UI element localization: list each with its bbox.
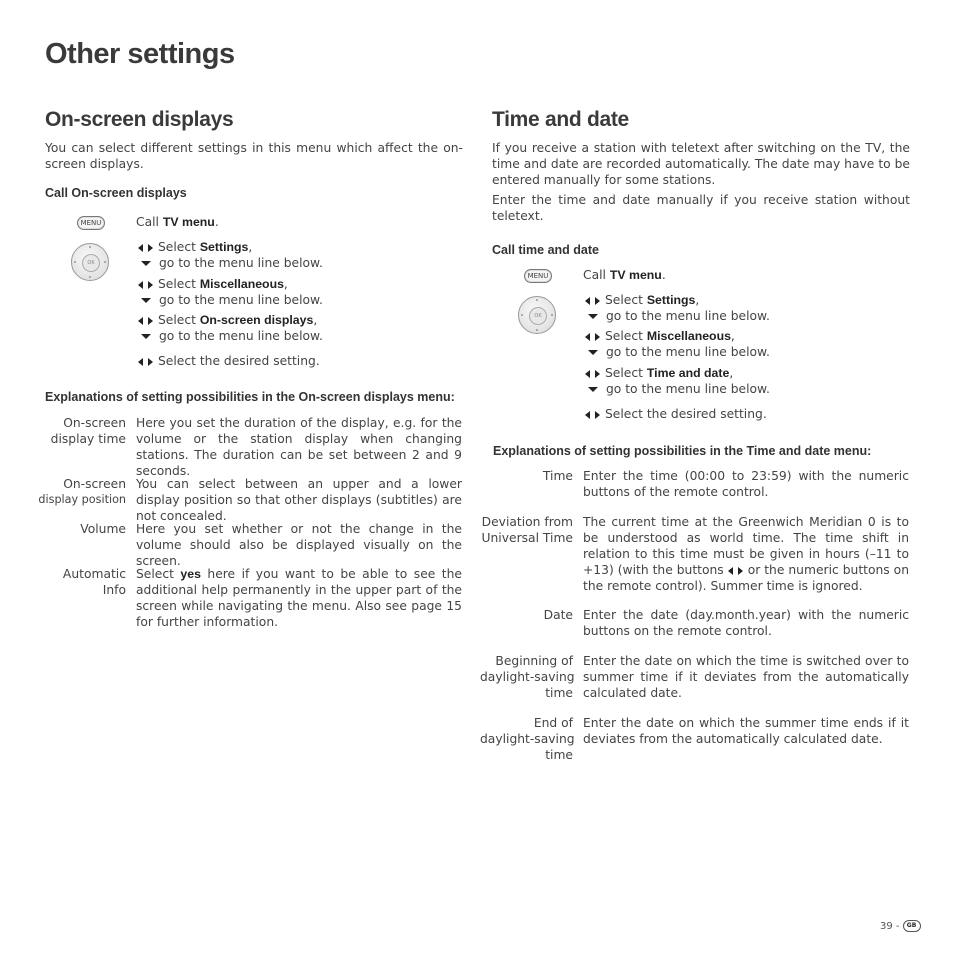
step-down-1: go to the menu line below. [585, 309, 770, 323]
def-dst-end: End of daylight-saving time Enter the date on which the summer time ends if it deviates from the automatically calculated date. [480, 716, 909, 762]
left-arrow-icon [138, 317, 143, 325]
def-display-position: On-screen display position You can select between an upper and a lower display position so that other displays (subtitles) are not concealed. [38, 477, 462, 523]
left-column [45, 108, 463, 206]
step-select-onscreen: Select On-screen displays, [138, 313, 317, 327]
right-column [492, 108, 910, 228]
page-footer [880, 920, 921, 932]
right-arrow-icon [148, 358, 153, 366]
page-title: Other settings [45, 38, 235, 70]
right-arrow-icon [738, 567, 743, 575]
left-arrow-icon [585, 370, 590, 378]
section-heading-time-date: Time and date [492, 108, 629, 131]
def-display-time: On-screen display time Here you set the duration of the display, e.g. for the volume or the station display when changing stations. The duration can be set between 2 and 9 seconds. [50, 416, 462, 478]
left-arrow-icon [138, 281, 143, 289]
call-tv-menu: Call TV menu. [136, 215, 219, 229]
time-date-explanations-heading: Explanations of setting possibilities in the Time and date menu: [493, 444, 872, 458]
left-arrow-icon [585, 333, 590, 341]
step-down-1: go to the menu line below. [138, 256, 323, 270]
step-select-settings: Select Settings, [585, 293, 699, 307]
step-down-2: go to the menu line below. [138, 293, 323, 307]
onscreen-intro: You can select different settings in this menu which affect the on-screen displays. [45, 141, 463, 171]
right-arrow-icon [148, 244, 153, 252]
step-down-2: go to the menu line below. [585, 345, 770, 359]
nav-pad-icon: OK [518, 296, 556, 334]
time-date-intro-1: If you receive a station with teletext after switching on the TV, the time and date are recorded automatically. The date may have to be entered manually for some stations. [492, 141, 910, 187]
def-deviation-utc: Deviation from Universal Time The current time at the Greenwich Meridian 0 is to be understood as world time. The time shift in relation to this time must be given in hours (–11 to +13) (with the buttons or the numeric buttons on the remote control). Summer time is ignored. [481, 515, 909, 593]
down-arrow-icon [588, 387, 598, 392]
step-down-3: go to the menu line below. [585, 382, 770, 396]
down-arrow-icon [141, 334, 151, 339]
def-date: Date Enter the date (day.month.year) with the numeric buttons on the remote control. [543, 608, 909, 638]
step-select-misc: Select Miscellaneous, [585, 329, 735, 343]
call-time-date-heading: Call time and date [492, 243, 599, 257]
down-arrow-icon [141, 261, 151, 266]
down-arrow-icon [141, 298, 151, 303]
down-arrow-icon [588, 314, 598, 319]
step-select-desired: Select the desired setting. [585, 407, 767, 421]
step-select-misc: Select Miscellaneous, [138, 277, 288, 291]
left-arrow-icon [138, 358, 143, 366]
time-date-intro-2: Enter the time and date manually if you receive station without teletext. [492, 193, 910, 223]
left-arrow-icon [138, 244, 143, 252]
left-arrow-icon [585, 411, 590, 419]
def-time: Time Enter the time (00:00 to 23:59) with the numeric buttons of the remote control. [542, 469, 909, 499]
step-down-3: go to the menu line below. [138, 329, 323, 343]
right-arrow-icon [595, 411, 600, 419]
right-arrow-icon [595, 297, 600, 305]
def-dst-begin: Beginning of daylight-saving time Enter the date on which the time is switched over to summer time if it deviates from the automatically calculated date. [480, 654, 909, 700]
step-select-desired: Select the desired setting. [138, 354, 320, 368]
def-volume: Volume Here you set whether or not the change in the volume should also be displayed visually on the screen. [80, 522, 462, 568]
right-arrow-icon [595, 370, 600, 378]
onscreen-explanations-heading: Explanations of setting possibilities in the On-screen displays menu: [45, 390, 455, 404]
country-badge-icon: GB [903, 920, 921, 932]
section-heading-onscreen: On-screen displays [45, 108, 234, 131]
call-tv-menu: Call TV menu. [583, 268, 666, 282]
menu-button-icon: MENU [77, 216, 105, 230]
menu-button-icon: MENU [524, 269, 552, 283]
call-onscreen-heading: Call On-screen displays [45, 186, 187, 200]
step-select-settings: Select Settings, [138, 240, 252, 254]
nav-pad-icon: OK [71, 243, 109, 281]
left-arrow-icon [585, 297, 590, 305]
right-arrow-icon [148, 281, 153, 289]
left-arrow-icon [728, 567, 733, 575]
def-automatic-info: Automatic Info Select yes here if you want to be able to see the additional help permanently in the upper part of the screen while navigating the menu. Also see page 15 for further information. [62, 567, 462, 629]
right-arrow-icon [595, 333, 600, 341]
down-arrow-icon [588, 350, 598, 355]
step-select-time-date: Select Time and date, [585, 366, 733, 380]
page-number: 39 - [880, 920, 900, 932]
right-arrow-icon [148, 317, 153, 325]
